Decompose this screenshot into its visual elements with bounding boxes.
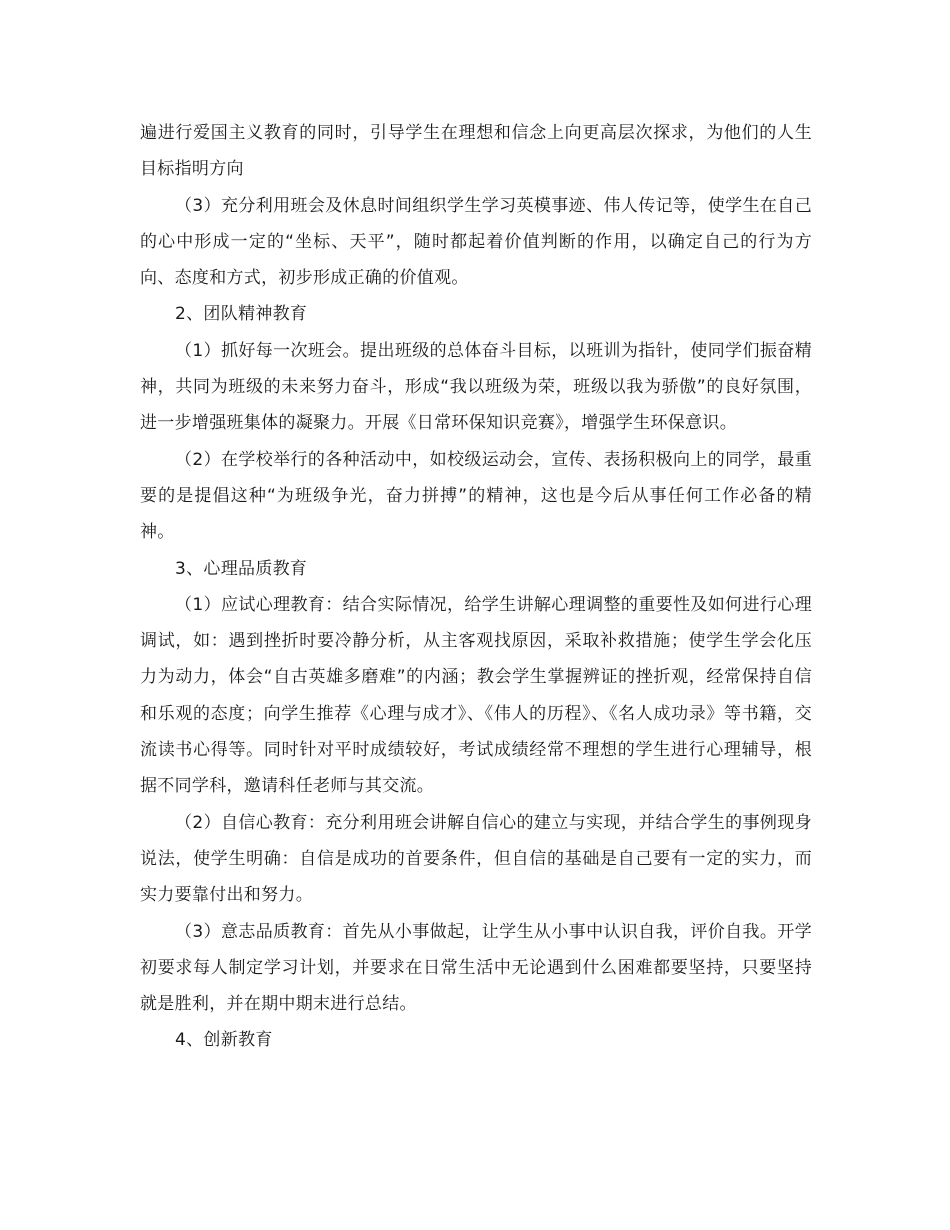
paragraph-item-3-role-models: （3）充分利用班会及休息时间组织学生学习英模事迹、伟人传记等，使学生在自己的心中形成一定的“坐标、天平”，随时都起着价值判断的作用，以确定自己的行为方向、态度和方式，初步形成正确的价值观。: [140, 195, 812, 289]
paragraph-continuation: 遍进行爱国主义教育的同时，引导学生在理想和信念上向更高层次探求，为他们的人生目标指明方向: [140, 123, 812, 180]
paragraph-item-3-willpower: （3）意志品质教育：首先从小事做起，让学生从小事中认识自我，评价自我。开学初要求每人制定学习计划，并要求在日常生活中无论遇到什么困难都要坚持，只要坚持就是胜利，并在期中期末进行总结。: [140, 921, 812, 1015]
document-body: [140, 115, 812, 1059]
paragraph-item-1-exam-psychology: （1）应试心理教育：结合实际情况，给学生讲解心理调整的重要性及如何进行心理调试，如：遇到挫折时要冷静分析，从主客观找原因，采取补救措施；使学生学会化压力为动力，体会“自古英雄多磨难”的内涵；教会学生掌握辨证的挫折观，经常保持自信和乐观的态度；向学生推荐《心理与成才》、《伟人的历程》、《名人成功录》等书籍，交流读书心得等。同时针对平时成绩较好，考试成绩经常不理想的学生进行心理辅导，根据不同学科，邀请科任老师与其交流。: [140, 594, 812, 797]
section-heading-team-spirit: 2、团队精神教育: [175, 304, 308, 325]
section-heading-psychological-quality: 3、心理品质教育: [175, 558, 308, 579]
paragraph-item-2-school-activities: （2）在学校举行的各种活动中，如校级运动会，宣传、表扬积极向上的同学，最重要的是提倡这种“为班级争光，奋力拼搏”的精神，这也是今后从事任何工作必备的精神。: [140, 449, 812, 543]
paragraph-item-1-class-meeting: （1）抓好每一次班会。提出班级的总体奋斗目标，以班训为指针，使同学们振奋精神，共同为班级的未来努力奋斗，形成“我以班级为荣，班级以我为骄傲”的良好氛围，进一步增强班集体的凝聚力。开展《日常环保知识竞赛》，增强学生环保意识。: [140, 340, 812, 434]
paragraph-item-2-self-confidence: （2）自信心教育：充分利用班会讲解自信心的建立与实现，并结合学生的事例现身说法，使学生明确：自信是成功的首要条件，但自信的基础是自己要有一定的实力，而实力要靠付出和努力。: [140, 812, 812, 906]
section-heading-innovation: 4、创新教育: [175, 1030, 273, 1051]
